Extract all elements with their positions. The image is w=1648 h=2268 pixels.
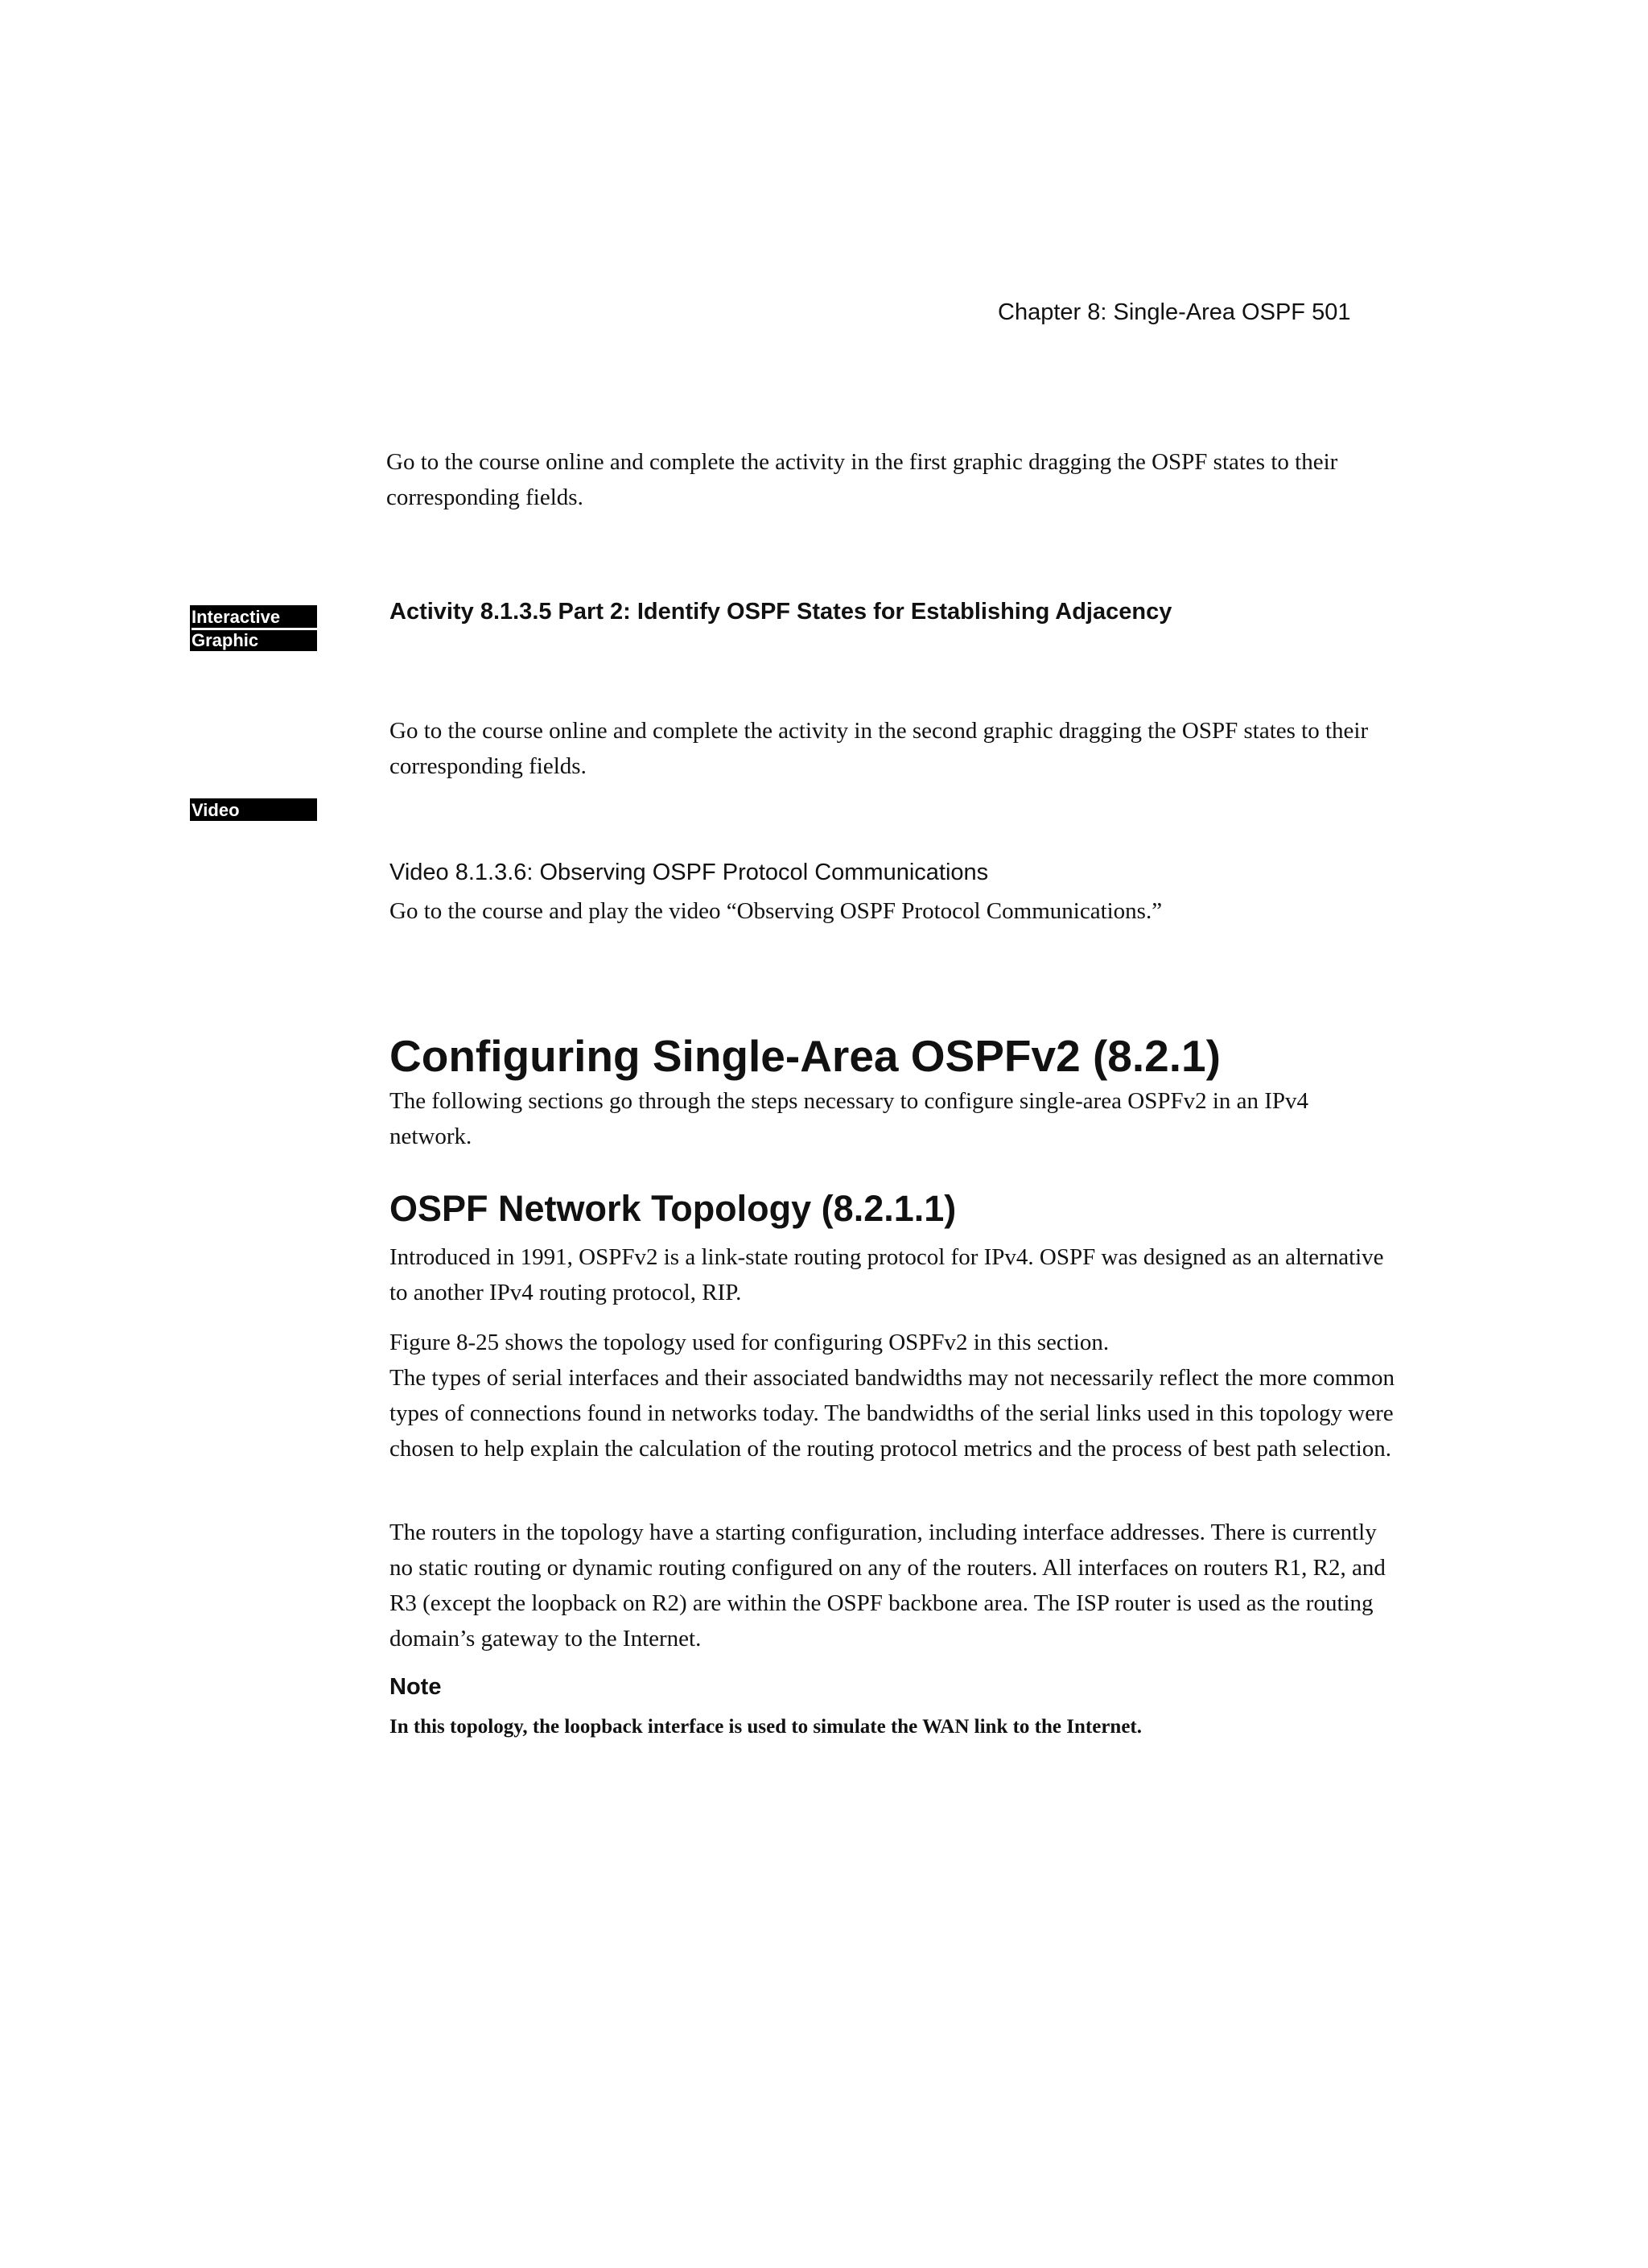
subsection-paragraph-1: Introduced in 1991, OSPFv2 is a link-state routing protocol for IPv4. OSPF was designed as an alternative to another IPv4 routing protocol, RIP. — [389, 1244, 1384, 1305]
subsection-paragraph-2: Figure 8-25 shows the topology used for configuring OSPFv2 in this section. — [389, 1330, 1110, 1355]
intro-paragraph: Go to the course online and complete the activity in the first graphic dragging the OSPF states to their corresponding fields. — [386, 449, 1338, 510]
video-tag — [190, 798, 317, 821]
running-head: Chapter 8: Single-Area OSPF 501 — [998, 299, 1351, 325]
interactive-graphic-tag-line-1: Interactive — [192, 607, 317, 628]
subsection-heading: OSPF Network Topology (8.2.1.1) — [389, 1188, 957, 1229]
activity-title: Activity 8.1.3.5 Part 2: Identify OSPF States for Establishing Adjacency — [389, 599, 1172, 625]
activity-paragraph: Go to the course online and complete the activity in the second graphic dragging the OSPF states to their corresponding fields. — [389, 718, 1369, 779]
video-paragraph: Go to the course and play the video “Observing OSPF Protocol Communications.” — [389, 898, 1163, 924]
section-intro: The following sections go through the steps necessary to configure single-area OSPFv2 in an IPv4 network. — [389, 1088, 1309, 1149]
note-text: In this topology, the loopback interface is used to simulate the WAN link to the Internet. — [389, 1716, 1142, 1738]
section-heading: Configuring Single-Area OSPFv2 (8.2.1) — [389, 1031, 1221, 1081]
note-label: Note — [389, 1674, 442, 1700]
video-title: Video 8.1.3.6: Observing OSPF Protocol Communications — [389, 860, 989, 885]
video-tag-label: Video — [192, 800, 317, 821]
subsection-paragraph-3: The types of serial interfaces and their associated bandwidths may not necessarily reflect the more common types of connections found in networks today. The bandwidths of the serial links used in this topology were chosen to help explain the calculation of the routing protocol metrics and the process of best path selection. — [389, 1365, 1395, 1462]
subsection-paragraph-4: The routers in the topology have a starting configuration, including interface addresses. There is currently no static routing or dynamic routing configured on any of the routers. All interfaces on routers R1, R2, and R3 (except the loopback on R2) are within the OSPF backbone area. The ISP router is used as the routing domain’s gateway to the Internet. — [389, 1520, 1386, 1652]
interactive-graphic-tag-line-2: Graphic — [192, 628, 317, 651]
interactive-graphic-tag — [190, 605, 317, 651]
